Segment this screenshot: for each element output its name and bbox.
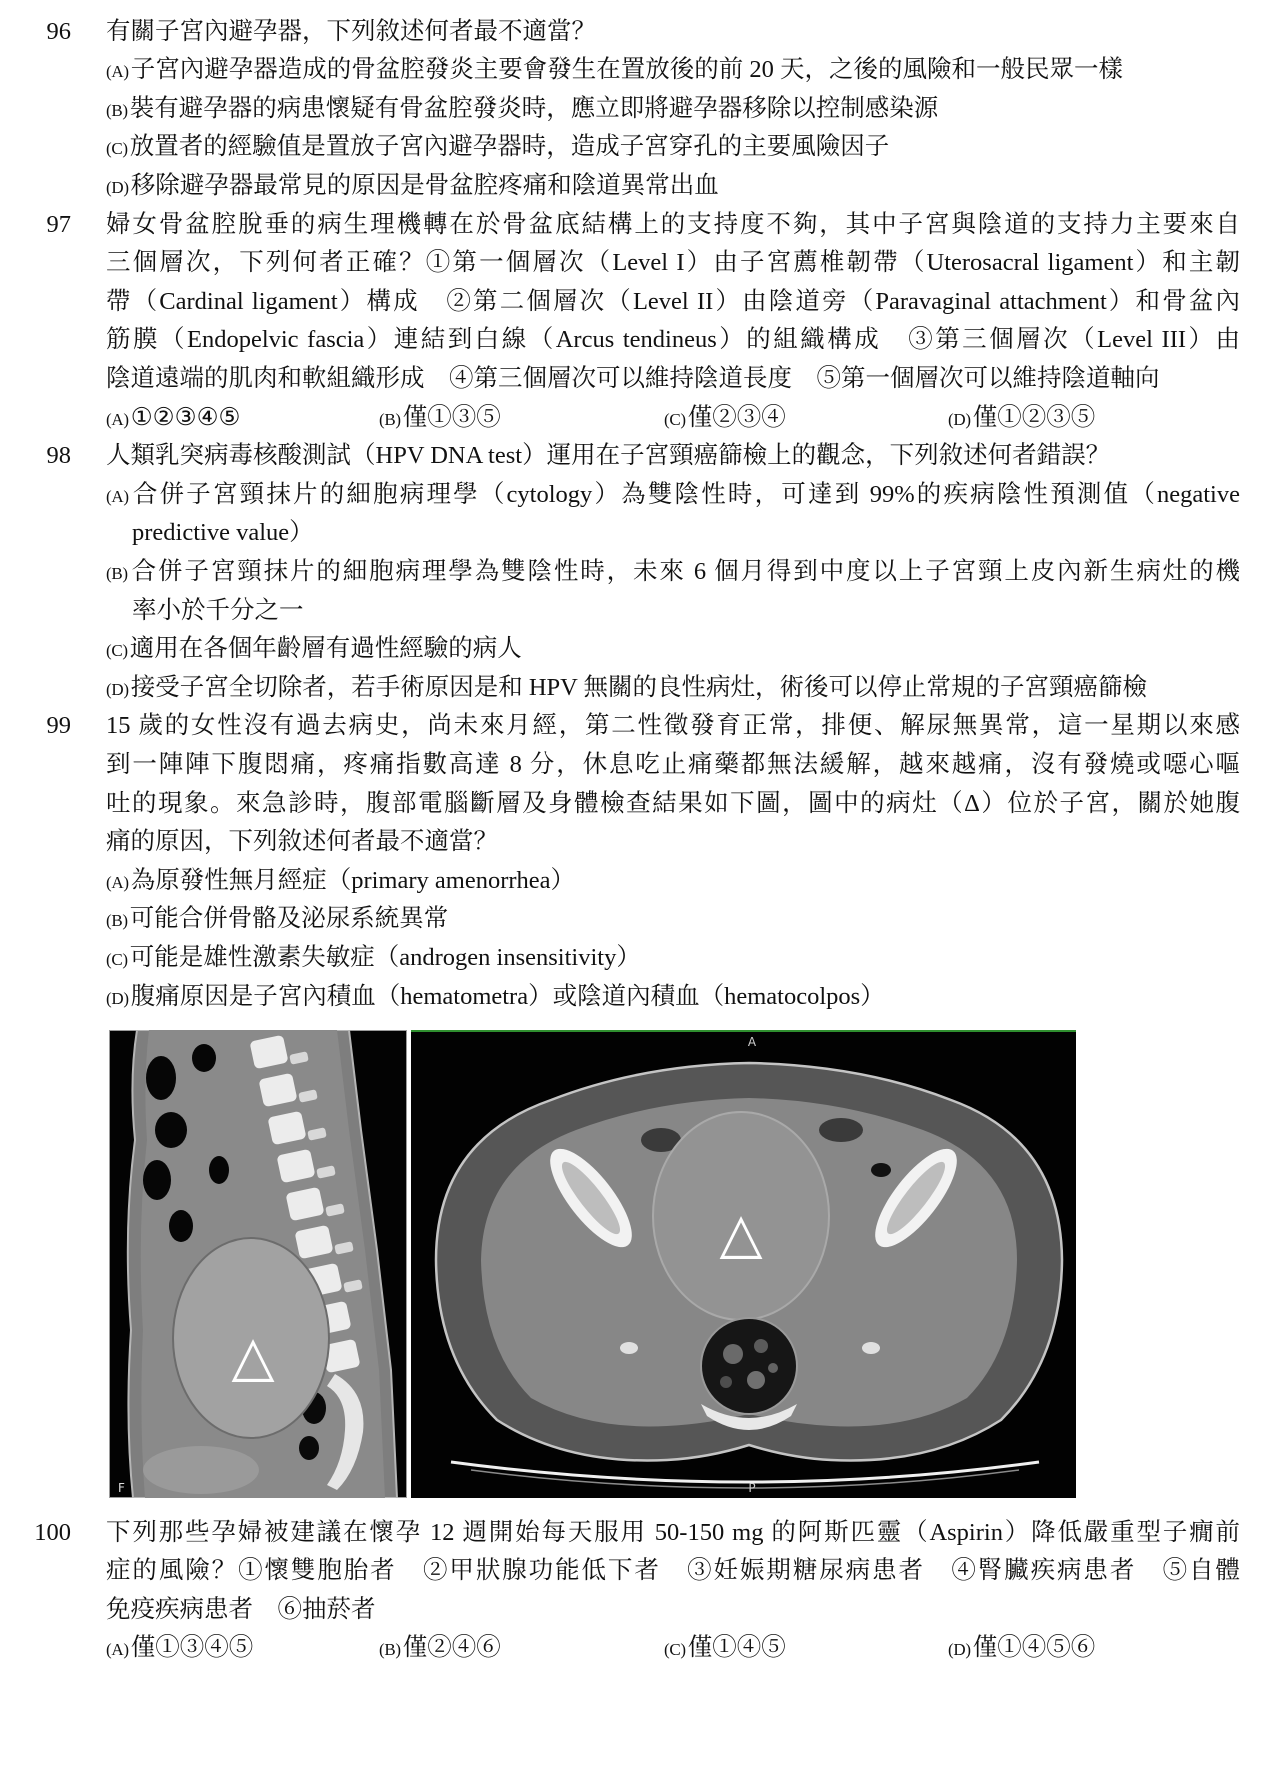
question-96: [0, 13, 1274, 206]
question-number: 99: [46, 712, 71, 740]
option-line: [106, 862, 1240, 903]
question-stem-line: 筋膜（Endopelvic fascia）連結到白線（Arcus tendineus）的組織構成 ③第三個層次（Level III）由: [106, 326, 1240, 354]
option-line: [106, 939, 1240, 980]
rectum: [701, 1318, 797, 1414]
question-97-stem: [0, 206, 1240, 245]
question-stem-line: 帶（Cardinal ligament）構成 ②第二個層次（Level II）由陰道旁（Paravaginal attachment）和骨盆內: [106, 287, 1240, 315]
option-line: [106, 978, 1240, 1019]
question-stem-line: 症的風險？①懷雙胞胎者 ②甲狀腺功能低下者 ③妊娠期糖尿病患者 ④腎臟疾病患者 ⑤自體: [106, 1557, 1240, 1585]
question-stem-line: 下列那些孕婦被建議在懷孕 12 週開始每天服用 50-150 mg 的阿斯匹靈（Aspirin）降低嚴重型子癇前: [106, 1518, 1240, 1546]
question-98-stem: [0, 437, 1240, 476]
option-label: (D): [948, 409, 971, 429]
option-label: (D): [106, 178, 129, 198]
question-98-option-c: [0, 630, 1240, 669]
rectal-content: [747, 1371, 765, 1389]
sagittal-ct-panel: [109, 1030, 407, 1498]
question-stem-line: 有關子宮內避孕器，下列敘述何者最不適當？: [106, 17, 596, 45]
question-96-option-a: [0, 51, 1240, 90]
ischial-spine: [620, 1342, 638, 1354]
option-line: [106, 128, 1240, 169]
question-stem-line: 15 歲的女性沒有過去病史，尚未來月經，第二性徵發育正常，排便、解尿無異常，這一星期以來感: [106, 712, 1240, 740]
question-100-option-b: [379, 1629, 501, 1670]
option-text: 僅①②③⑤: [972, 403, 1096, 431]
question-number: 96: [46, 17, 71, 45]
question-97-option-c: [664, 399, 786, 440]
option-label: (A): [106, 1640, 129, 1660]
option-text: 子宮內避孕器造成的骨盆腔發炎主要會發生在置放後的前 20 天，之後的風險和一般民眾一樣: [130, 56, 1123, 84]
question-number: 100: [34, 1518, 71, 1546]
question-97-stem: [0, 321, 1240, 360]
rectal-content: [768, 1363, 778, 1373]
question-97-options: [0, 399, 1240, 438]
question-97-stem: [0, 244, 1240, 283]
question-96-option-d: [0, 167, 1240, 206]
question-number: 98: [46, 442, 71, 470]
option-label: (B): [379, 409, 401, 429]
question-99-option-d: [0, 978, 1240, 1017]
option-line: [106, 669, 1240, 710]
bowel-gas: [209, 1156, 229, 1184]
option-text: 僅①④⑤⑥: [972, 1634, 1096, 1662]
question-stem-line: 免疫疾病患者 ⑥抽菸者: [106, 1595, 376, 1623]
option-text: predictive value）: [132, 519, 314, 547]
option-line: [106, 51, 1240, 92]
option-label: (A): [106, 486, 129, 506]
question-100-stem: [0, 1514, 1240, 1553]
option-text: 僅①④⑤: [687, 1634, 786, 1662]
bowel-gas: [192, 1044, 216, 1072]
question-100-stem: [0, 1591, 1240, 1630]
rectal-content: [754, 1339, 768, 1353]
question-100-stem: [0, 1552, 1240, 1591]
orientation-label-anterior: A: [747, 1034, 757, 1049]
question-stem-line: 吐的現象。來急診時，腹部電腦斷層及身體檢查結果如下圖，圖中的病灶（Δ）位於子宮，關於她腹: [106, 789, 1240, 817]
option-text: 可能是雄性激素失敏症（androgen insensitivity）: [129, 943, 641, 971]
question-97-option-a: [106, 399, 241, 440]
question-99-stem: [0, 823, 1240, 862]
bowel-gas: [146, 1056, 176, 1100]
option-text: 接受子宮全切除者，若手術原因是和 HPV 無關的良性病灶，術後可以停止常規的子宮頸癌篩檢: [130, 673, 1148, 701]
option-text: 可能合併骨骼及泌尿系統異常: [129, 905, 449, 933]
question-97-stem: [0, 283, 1240, 322]
option-label: (A): [106, 872, 129, 892]
options-row: [106, 1629, 1240, 1668]
option-text: 合併子宮頸抹片的細胞病理學（cytology）為雙陰性時，可達到 99%的疾病陰性預測值（negative: [130, 480, 1240, 508]
question-100: [0, 1514, 1274, 1668]
question-stem-line: 陰道遠端的肌肉和軟組織形成 ④第三個層次可以維持陰道長度 ⑤第一個層次可以維持陰道軸向: [106, 365, 1160, 393]
question-96-stem: [0, 13, 1240, 52]
question-97-option-b: [379, 399, 501, 440]
exam-content: [0, 13, 1274, 1668]
option-text: 僅①③④⑤: [130, 1634, 254, 1662]
option-label: (C): [664, 1640, 686, 1660]
option-text: 率小於千分之一: [132, 596, 304, 624]
option-text: 放置者的經驗值是置放子宮內避孕器時，造成子宮穿孔的主要風險因子: [129, 133, 890, 161]
option-label: (C): [106, 641, 128, 661]
option-label: (B): [106, 564, 128, 583]
question-96-option-c: [0, 128, 1240, 167]
question-98: [0, 437, 1274, 707]
question-99-option-b: [0, 900, 1240, 939]
option-text: 腹痛原因是子宮內積血（hematometra）或陰道內積血（hematocolpos）: [130, 982, 885, 1010]
option-line: [106, 476, 1240, 517]
option-text: 為原發性無月經症（primary amenorrhea）: [130, 866, 576, 894]
ischial-spine: [862, 1342, 880, 1354]
question-98-option-a-cont: [0, 514, 1240, 553]
question-stem-line: 婦女骨盆腔脫垂的病生理機轉在於骨盆底結構上的支持度不夠，其中子宮與陰道的支持力主要來自: [106, 210, 1240, 238]
question-100-option-c: [664, 1629, 786, 1670]
option-label: (D): [106, 679, 129, 699]
option-line: [106, 630, 1240, 671]
axial-ct-panel: [411, 1030, 1076, 1498]
rectal-content: [723, 1344, 743, 1364]
question-97: [0, 206, 1274, 438]
question-stem-line: 三個層次，下列何者正確？①第一個層次（Level I）由子宮薦椎韌帶（Uterosacral ligament）和主韌: [106, 249, 1240, 277]
option-line: [106, 167, 1240, 208]
question-99: [0, 707, 1274, 1497]
bowel-gas: [143, 1160, 171, 1200]
options-row: [106, 399, 1240, 438]
lesion-marker: △: [231, 1323, 275, 1389]
question-100-option-a: [106, 1629, 253, 1670]
question-98-option-b: [0, 553, 1240, 592]
question-99-stem: [0, 785, 1240, 824]
question-stem-line: 人類乳突病毒核酸測試（HPV DNA test）運用在子宮頸癌篩檢上的觀念，下列敘述何者錯誤？: [106, 442, 1111, 470]
option-label: (C): [664, 409, 686, 429]
orientation-label-posterior: P: [748, 1480, 756, 1495]
option-label: (C): [106, 139, 128, 159]
question-99-option-a: [0, 862, 1240, 901]
question-100-options: [0, 1629, 1240, 1668]
question-97-option-d: [948, 399, 1095, 440]
option-line: [106, 90, 1240, 131]
rectum-gas: [299, 1436, 319, 1460]
option-label: (A): [106, 62, 129, 82]
bladder: [143, 1446, 259, 1494]
orientation-label-f: F: [118, 1480, 125, 1495]
question-99-option-c: [0, 939, 1240, 978]
lesion-marker: △: [719, 1200, 763, 1266]
option-text: 移除避孕器最常見的原因是骨盆腔疼痛和陰道異常出血: [130, 172, 719, 200]
ct-images: [109, 1030, 1076, 1498]
bowel-gas: [155, 1112, 187, 1148]
question-98-option-d: [0, 669, 1240, 708]
option-text: 僅①③⑤: [402, 403, 501, 431]
option-label: (C): [106, 949, 128, 969]
question-99-stem: [0, 707, 1240, 746]
question-97-stem: [0, 360, 1240, 399]
rectal-content: [720, 1376, 732, 1388]
option-label: (D): [948, 1640, 971, 1660]
option-label: (D): [106, 988, 129, 1008]
ct-figure: [109, 1030, 1076, 1498]
question-number: 97: [46, 210, 71, 238]
bowel-gas: [871, 1163, 891, 1177]
question-stem-line: 痛的原因，下列敘述何者最不適當？: [106, 828, 498, 856]
question-stem-line: 到一陣陣下腹悶痛，疼痛指數高達 8 分，休息吃止痛藥都無法緩解，越來越痛，沒有發燒或噁心嘔: [106, 750, 1240, 778]
option-label: (A): [106, 409, 129, 429]
option-line: [106, 553, 1240, 594]
option-label: (B): [106, 100, 128, 120]
option-text: 僅②④⑥: [402, 1634, 501, 1662]
option-text: ①②③④⑤: [130, 403, 241, 431]
bowel-gas: [169, 1210, 193, 1242]
option-text: 適用在各個年齡層有過性經驗的病人: [129, 635, 522, 663]
bowel-loop: [819, 1118, 863, 1142]
option-label: (B): [106, 911, 128, 931]
question-96-option-b: [0, 90, 1240, 129]
question-99-stem: [0, 746, 1240, 785]
question-100-option-d: [948, 1629, 1095, 1670]
question-98-option-b-cont: [0, 592, 1240, 631]
option-text: 僅②③④: [687, 403, 786, 431]
question-98-option-a: [0, 476, 1240, 515]
option-text: 裝有避孕器的病患懷疑有骨盆腔發炎時，應立即將避孕器移除以控制感染源: [129, 94, 939, 122]
option-line: [106, 900, 1240, 941]
option-text: 合併子宮頸抹片的細胞病理學為雙陰性時，未來 6 個月得到中度以上子宮頸上皮內新生病灶的機: [129, 558, 1240, 585]
option-label: (B): [379, 1640, 401, 1660]
